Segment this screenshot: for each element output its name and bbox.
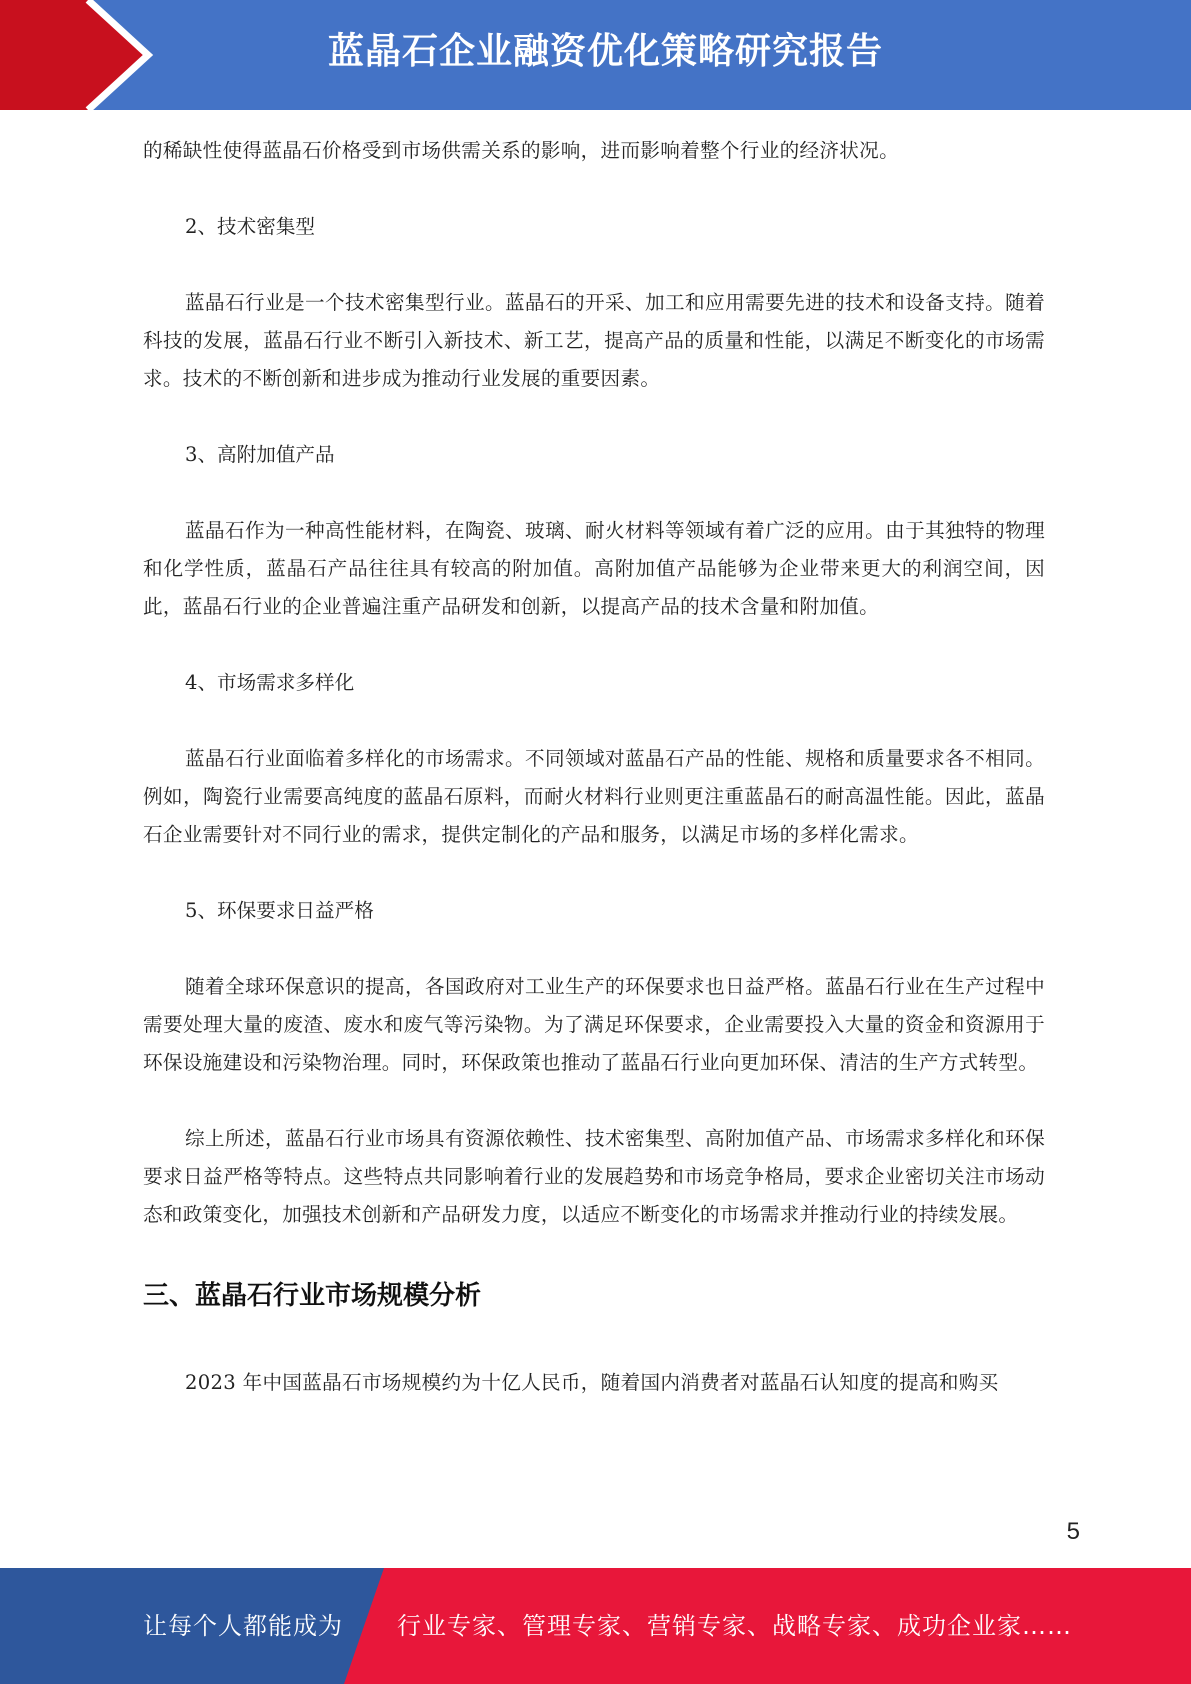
section-heading-market-size: 三、蓝晶石行业市场规模分析 [143, 1281, 482, 1311]
subheading-high-value-products: 3、高附加值产品 [185, 443, 335, 466]
paragraph-environmental-requirements: 随着全球环保意识的提高，各国政府对工业生产的环保要求也日益严格。蓝晶石行业在生产过程中需要处理大量的废渣、废水和废气等污染物。为了满足环保要求，企业需要投入大量的资金和资源用于环保设施建设和污染物治理。同时，环保政策也推动了蓝晶石行业向更加环保、清洁的生产方式转型。 [143, 975, 1045, 1074]
paragraph-continued: 的稀缺性使得蓝晶石价格受到市场供需关系的影响，进而影响着整个行业的经济状况。 [143, 139, 899, 162]
subheading-diverse-demand: 4、市场需求多样化 [185, 671, 355, 694]
subheading-environmental-requirements: 5、环保要求日益严格 [185, 899, 374, 922]
page-number: 5 [1066, 1518, 1080, 1545]
subheading-technology-intensive: 2、技术密集型 [185, 215, 316, 238]
page-header [0, 0, 1191, 110]
footer-slogan-right: 行业专家、管理专家、营销专家、战略专家、成功企业家…… [397, 1612, 1072, 1640]
paragraph-technology-intensive: 蓝晶石行业是一个技术密集型行业。蓝晶石的开采、加工和应用需要先进的技术和设备支持。随着科技的发展，蓝晶石行业不断引入新技术、新工艺，提高产品的质量和性能，以满足不断变化的市场需求。技术的不断创新和进步成为推动行业发展的重要因素。 [143, 291, 1045, 390]
paragraph-high-value-products: 蓝晶石作为一种高性能材料，在陶瓷、玻璃、耐火材料等领域有着广泛的应用。由于其独特的物理和化学性质，蓝晶石产品往往具有较高的附加值。高附加值产品能够为企业带来更大的利润空间，因此，蓝晶石行业的企业普遍注重产品研发和创新，以提高产品的技术含量和附加值。 [143, 519, 1045, 618]
paragraph-diverse-demand: 蓝晶石行业面临着多样化的市场需求。不同领域对蓝晶石产品的性能、规格和质量要求各不相同。例如，陶瓷行业需要高纯度的蓝晶石原料，而耐火材料行业则更注重蓝晶石的耐高温性能。因此，蓝晶石企业需要针对不同行业的需求，提供定制化的产品和服务，以满足市场的多样化需求。 [143, 747, 1045, 846]
paragraph-summary: 综上所述，蓝晶石行业市场具有资源依赖性、技术密集型、高附加值产品、市场需求多样化和环保要求日益严格等特点。这些特点共同影响着行业的发展趋势和市场竞争格局，要求企业密切关注市场动态和政策变化，加强技术创新和产品研发力度，以适应不断变化的市场需求并推动行业的持续发展。 [143, 1127, 1045, 1226]
document-body [143, 132, 1045, 1402]
page-footer [0, 1568, 1191, 1684]
footer-slogan-left: 让每个人都能成为 [143, 1612, 343, 1640]
report-title: 蓝晶石企业融资优化策略研究报告 [327, 31, 883, 72]
paragraph-market-size: 2023 年中国蓝晶石市场规模约为十亿人民币，随着国内消费者对蓝晶石认知度的提高和购买 [185, 1371, 999, 1394]
